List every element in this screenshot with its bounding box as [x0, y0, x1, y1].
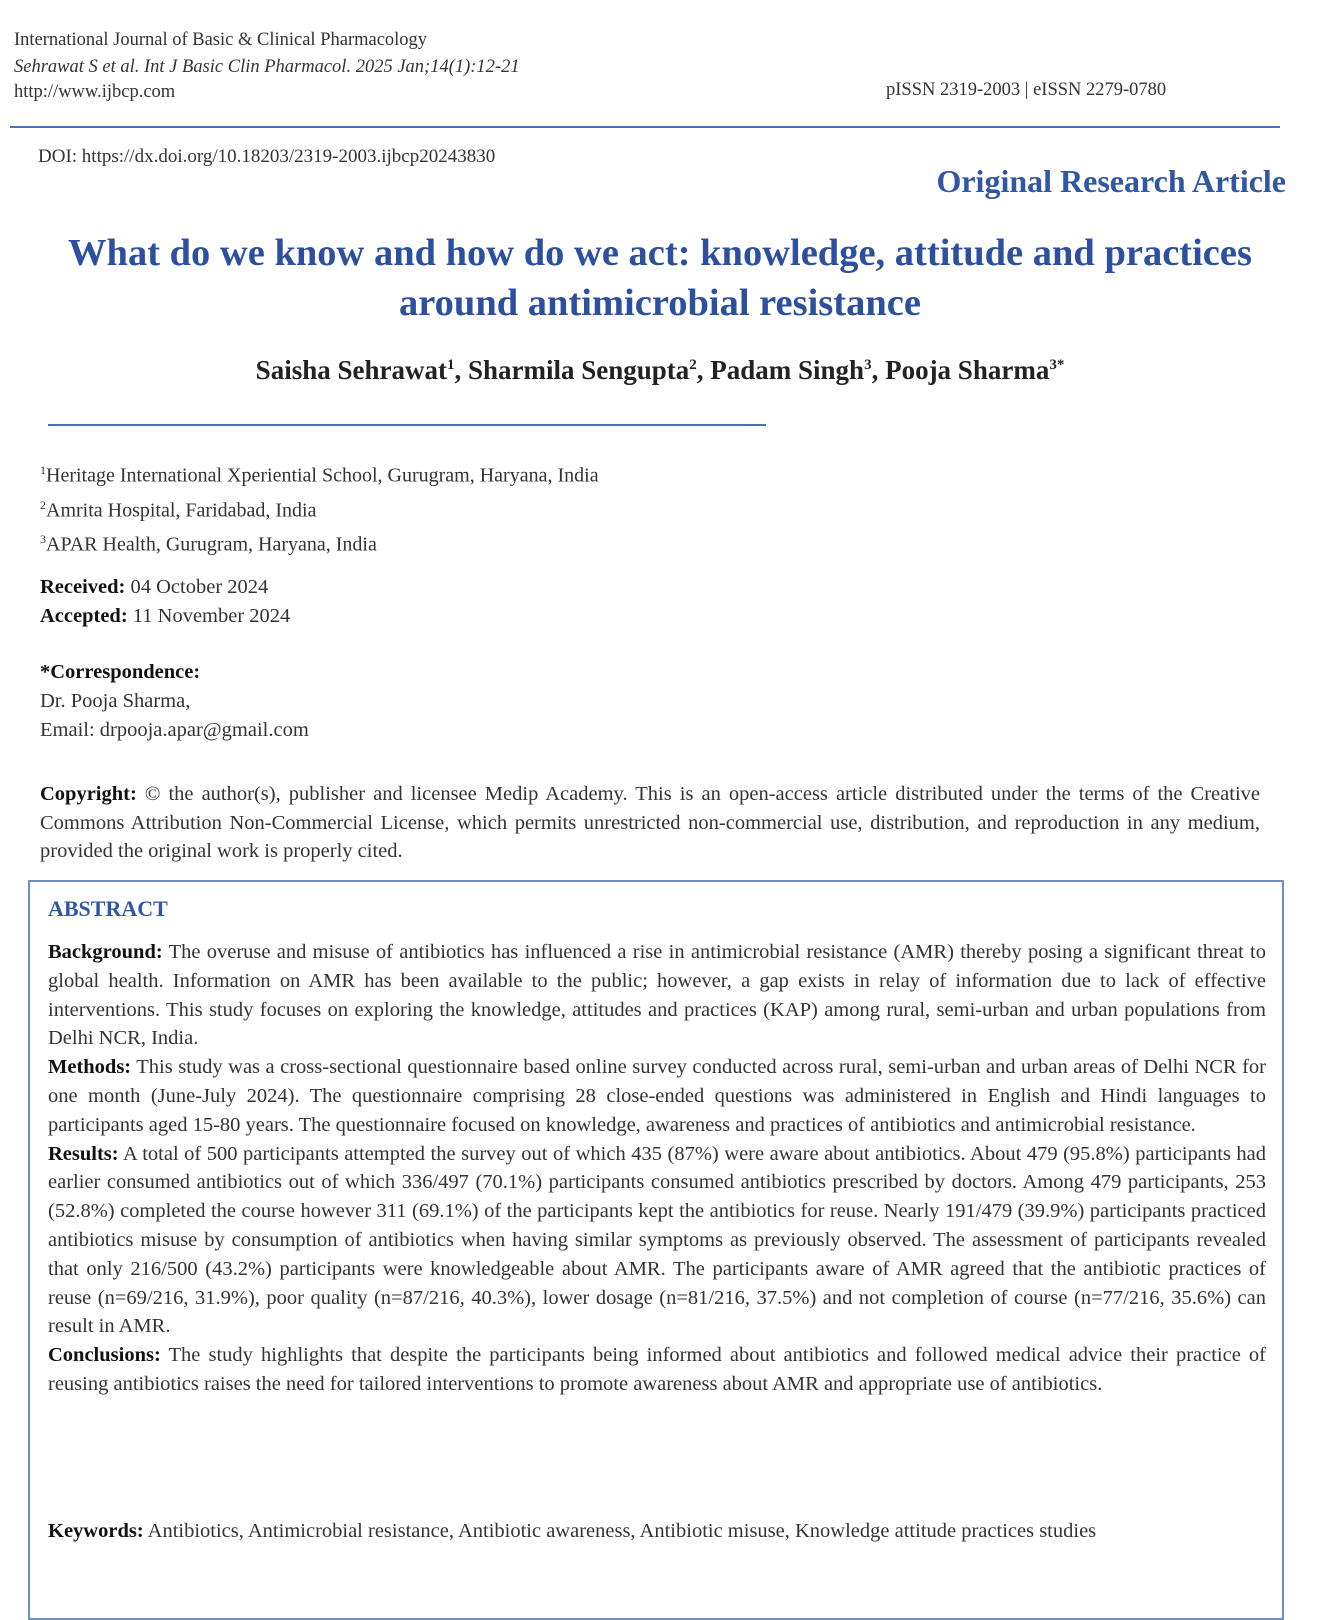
issn: pISSN 2319-2003 | eISSN 2279-0780	[886, 80, 1167, 100]
correspondence-email[interactable]: Email: drpooja.apar@gmail.com	[40, 719, 309, 741]
affiliation-mark: 1	[40, 463, 46, 477]
affiliation-text: APAR Health, Gurugram, Haryana, India	[46, 533, 377, 556]
author-separator: ,	[696, 355, 711, 385]
keywords	[48, 1517, 1266, 1546]
accepted-label: Accepted:	[40, 605, 128, 627]
author-affiliation-mark: 3*	[1049, 357, 1065, 373]
author-divider	[48, 424, 766, 426]
results-label: Results:	[48, 1142, 119, 1165]
abstract-conclusions	[48, 1341, 1266, 1399]
affiliation-text: Heritage International Xperiential School, Gurugram, Haryana, India	[46, 464, 599, 487]
author: Saisha Sehrawat	[255, 355, 447, 385]
methods-text: This study was a cross-sectional questionnaire based online survey conducted across rural, semi-urban and urban areas of Delhi NCR for one month (June-July 2024). The questionnaire comprising 28 close-ended questions was administered in English and Hindi languages to participants aged 15-80 years. The questionnaire focused on knowledge, awareness and practices of antibiotics and antimicrobial resistance.	[48, 1056, 1266, 1136]
article-title	[20, 228, 1300, 328]
accepted-date	[40, 602, 290, 631]
accepted-value: 11 November 2024	[127, 605, 291, 627]
affiliation	[40, 456, 599, 491]
affiliation-text: Amrita Hospital, Faridabad, India	[46, 499, 317, 522]
conclusions-label: Conclusions:	[48, 1344, 161, 1367]
conclusions-text: The study highlights that despite the participants being informed about antibiotics and followed medical advice their practice of reusing antibiotics raises the need for tailored interventions to promote awareness about AMR and appropriate use of antibiotics.	[48, 1344, 1266, 1395]
methods-label: Methods:	[48, 1056, 132, 1079]
author-list	[20, 355, 1300, 386]
correspondence-name: Dr. Pooja Sharma,	[40, 690, 191, 712]
journal-citation: Sehrawat S et al. Int J Basic Clin Pharmacol. 2025 Jan;14(1):12-21	[14, 57, 520, 77]
author: Padam Singh	[710, 355, 865, 385]
abstract-background	[48, 938, 1266, 1053]
affiliations	[40, 456, 599, 560]
abstract-results	[48, 1140, 1266, 1342]
correspondence-label: *Correspondence:	[40, 661, 201, 683]
results-text: A total of 500 participants attempted the survey out of which 435 (87%) were aware about antibiotics. About 479 (95.8%) participants had earlier consumed antibiotics out of which 336/497 (70.1%) participants consumed antibiotics prescribed by doctors. Among 479 participants, 253 (52.8%) completed the course however 311 (69.1%) of the participants kept the antibiotics for reuse. Nearly 191/479 (39.9%) participants practiced antibiotics misuse by consumption of antibiotics when having similar symptoms as previously observed. The assessment of participants revealed that only 216/500 (43.2%) participants were knowledgeable about AMR. The participants aware of AMR agreed that the antibiotic practices of reuse (n=69/216, 31.9%), poor quality (n=87/216, 40.3%), lower dosage (n=81/216, 37.5%) and not completion of course (n=77/216, 35.6%) can result in AMR.	[48, 1142, 1266, 1338]
author-affiliation-mark: 3	[864, 357, 872, 373]
copyright-label: Copyright:	[40, 783, 137, 805]
title-line-2: around antimicrobial resistance	[399, 282, 921, 324]
author-affiliation-mark: 2	[689, 357, 697, 373]
copyright-notice	[40, 780, 1260, 866]
received-date	[40, 573, 290, 602]
author: Pooja Sharma	[885, 355, 1050, 385]
affiliation	[40, 491, 599, 526]
header-divider	[10, 126, 1280, 128]
abstract-heading: ABSTRACT	[48, 896, 168, 921]
article-type: Original Research Article	[936, 163, 1286, 199]
title-line-1: What do we know and how do we act: knowledge, attitude and practices	[68, 232, 1252, 274]
author-affiliation-mark: 1	[446, 357, 455, 373]
affiliation-mark: 3	[40, 532, 46, 547]
received-value: 04 October 2024	[125, 576, 269, 598]
doi[interactable]: DOI: https://dx.doi.org/10.18203/2319-2003.ijbcp20243830	[38, 146, 496, 167]
author: Sharmila Sengupta	[467, 355, 690, 385]
keywords-label: Keywords:	[48, 1520, 144, 1542]
affiliation-mark: 2	[40, 497, 46, 512]
journal-url[interactable]: http://www.ijbcp.com	[14, 82, 176, 102]
article-dates	[40, 573, 290, 631]
affiliation	[40, 525, 599, 560]
keywords-text: Antibiotics, Antimicrobial resistance, Antibiotic awareness, Antibiotic misuse, Knowledge attitude practices studies	[143, 1520, 1097, 1542]
copyright-text: © the author(s), publisher and licensee Medip Academy. This is an open-access article distributed under the terms of the Creative Commons Attribution Non-Commercial License, which permits unrestricted non-commercial use, distribution, and reproduction in any medium, provided the original work is properly cited.	[40, 783, 1260, 862]
journal-name: International Journal of Basic & Clinical Pharmacology	[14, 30, 428, 50]
background-label: Background:	[48, 941, 163, 963]
received-label: Received:	[40, 576, 126, 598]
background-text: The overuse and misuse of antibiotics has influenced a rise in antimicrobial resistance (AMR) thereby posing a significant threat to global health. Information on AMR has been available to the public; however, a gap exists in relay of information due to lack of effective interventions. This study focuses on exploring the knowledge, attitudes and practices (KAP) among rural, semi-urban and urban populations from Delhi NCR, India.	[48, 941, 1266, 1050]
author-separator: ,	[454, 355, 468, 385]
author-separator: ,	[871, 355, 886, 385]
abstract-methods	[48, 1053, 1266, 1139]
correspondence	[40, 658, 309, 745]
abstract-body	[48, 938, 1266, 1399]
